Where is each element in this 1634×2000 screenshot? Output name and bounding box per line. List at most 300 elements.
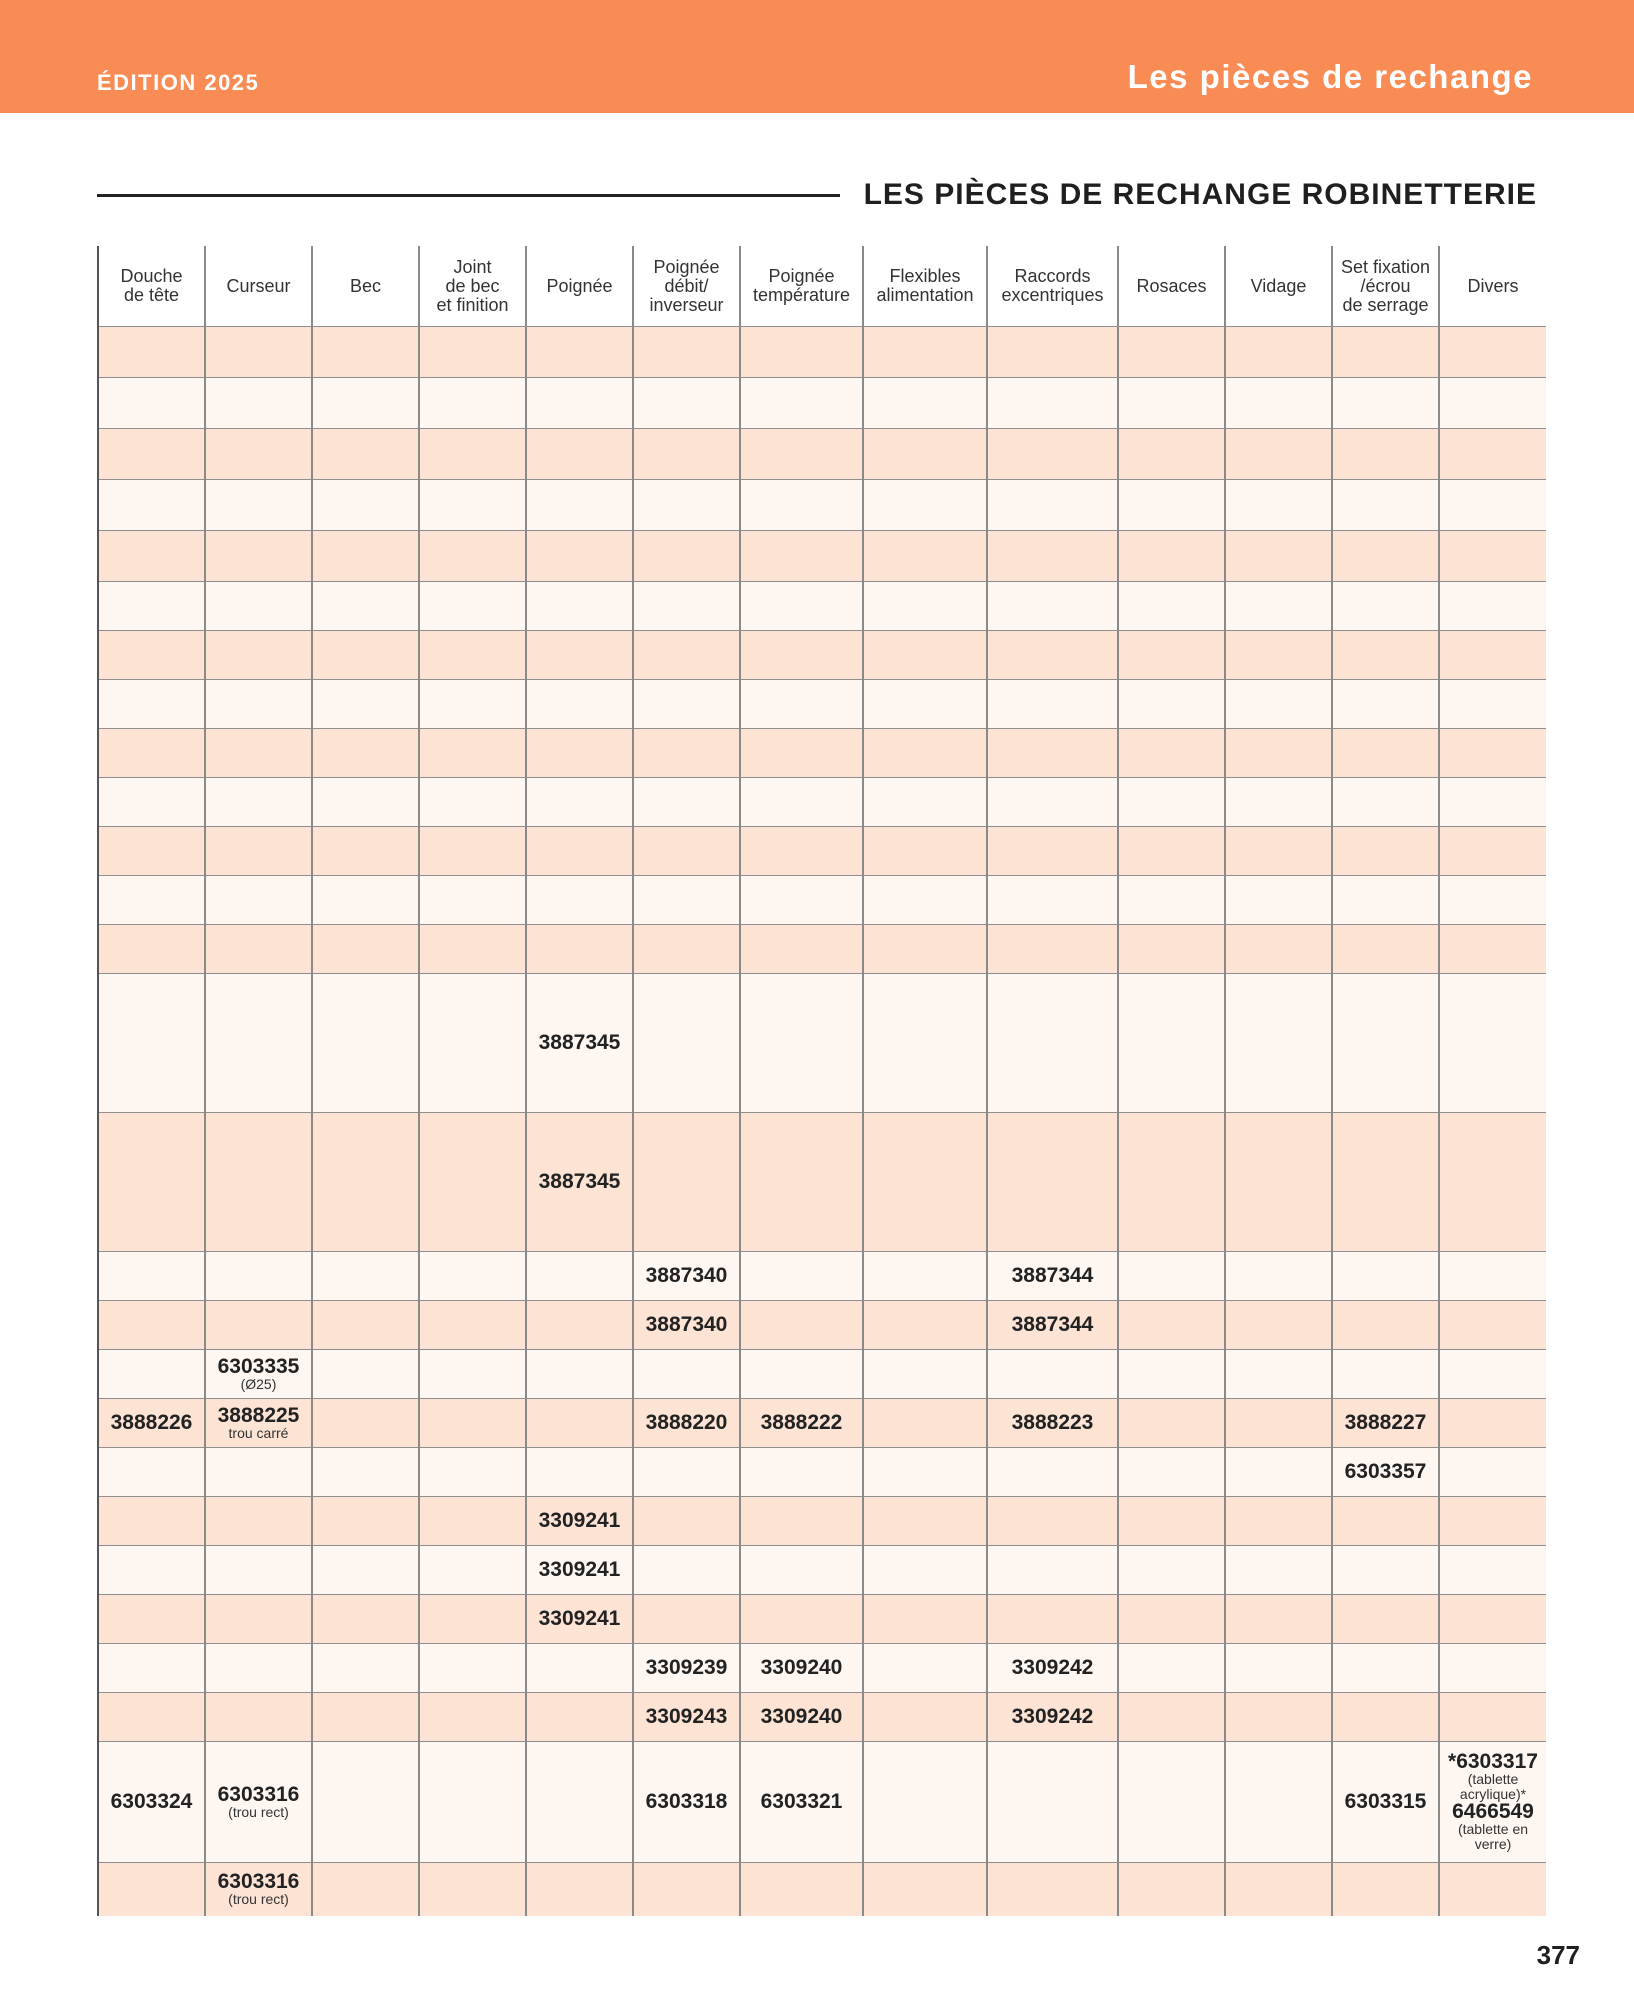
table-cell <box>1332 1742 1439 1863</box>
table-cell <box>419 1863 526 1916</box>
table-cell <box>1439 680 1546 729</box>
table-cell <box>526 925 633 974</box>
table-cell <box>1332 778 1439 827</box>
table-cell <box>1439 631 1546 680</box>
part-number: 3888223 <box>1011 1411 1094 1434</box>
table-cell <box>863 680 987 729</box>
table-cell <box>1332 429 1439 480</box>
table-cell <box>633 1863 740 1916</box>
table-cell <box>1225 1113 1332 1252</box>
table-cell <box>205 1252 312 1301</box>
table-cell <box>205 1399 312 1448</box>
table-cell <box>1439 827 1546 876</box>
table-cell <box>740 378 863 429</box>
table-cell <box>1332 974 1439 1113</box>
column-header: Vidage <box>1225 246 1332 327</box>
table-cell <box>1439 1252 1546 1301</box>
table-cell <box>633 327 740 378</box>
table-row <box>98 925 1546 974</box>
table-cell <box>987 1644 1118 1693</box>
table-cell <box>312 876 419 925</box>
table-row <box>98 1113 1546 1252</box>
part-number: 6303318 <box>645 1790 728 1813</box>
table-row <box>98 1742 1546 1863</box>
part-number: 3309241 <box>538 1607 621 1630</box>
table-cell <box>205 631 312 680</box>
table-cell <box>1439 1301 1546 1350</box>
table-cell <box>1332 1497 1439 1546</box>
table-cell <box>740 1497 863 1546</box>
table-cell <box>419 1301 526 1350</box>
table-cell <box>312 327 419 378</box>
table-cell <box>312 429 419 480</box>
part-note: (trou rect) <box>228 1803 289 1820</box>
table-cell <box>98 631 205 680</box>
table-cell <box>1439 429 1546 480</box>
table-cell <box>1332 1644 1439 1693</box>
table-cell <box>419 480 526 531</box>
column-header: Poignée débit/ inverseur <box>633 246 740 327</box>
table-cell <box>740 778 863 827</box>
table-cell <box>205 827 312 876</box>
table-cell <box>740 327 863 378</box>
table-row <box>98 1252 1546 1301</box>
table-cell <box>1439 1399 1546 1448</box>
table-cell <box>312 480 419 531</box>
table-cell <box>863 582 987 631</box>
table-cell <box>526 1863 633 1916</box>
table-row <box>98 1497 1546 1546</box>
table-cell <box>633 1742 740 1863</box>
table-cell <box>1225 1595 1332 1644</box>
table-cell <box>98 582 205 631</box>
table-cell <box>1439 1644 1546 1693</box>
table-cell <box>633 1448 740 1497</box>
table-cell <box>863 827 987 876</box>
table-cell <box>740 531 863 582</box>
table-cell <box>419 1644 526 1693</box>
table-cell <box>1118 1113 1225 1252</box>
part-number: 3309242 <box>1011 1656 1094 1679</box>
table-cell <box>205 1448 312 1497</box>
column-header: Rosaces <box>1118 246 1225 327</box>
table-cell <box>1439 1350 1546 1399</box>
table-cell <box>312 1252 419 1301</box>
table-cell <box>312 1448 419 1497</box>
column-header: Poignée <box>526 246 633 327</box>
table-cell <box>1225 1693 1332 1742</box>
table-row <box>98 827 1546 876</box>
table-cell <box>1225 1252 1332 1301</box>
table-cell <box>633 925 740 974</box>
table-cell <box>526 327 633 378</box>
table-cell <box>863 729 987 778</box>
table-cell <box>205 327 312 378</box>
table-cell <box>98 1742 205 1863</box>
table-cell <box>863 925 987 974</box>
part-number: 3887345 <box>538 1170 621 1193</box>
table-cell <box>205 1113 312 1252</box>
table-cell <box>633 1252 740 1301</box>
table-cell <box>98 1113 205 1252</box>
table-cell <box>205 1863 312 1916</box>
table-cell <box>1332 827 1439 876</box>
table-cell <box>419 1252 526 1301</box>
table-cell <box>312 1595 419 1644</box>
table-cell <box>98 531 205 582</box>
table-cell <box>1225 827 1332 876</box>
table-cell <box>1439 974 1546 1113</box>
table-cell <box>1225 1497 1332 1546</box>
table-cell <box>1332 582 1439 631</box>
table-cell <box>526 1595 633 1644</box>
table-cell <box>1332 1350 1439 1399</box>
table-cell <box>205 1350 312 1399</box>
table-cell <box>1225 729 1332 778</box>
part-number: 3887340 <box>645 1313 728 1336</box>
title-rule <box>97 194 840 197</box>
table-row <box>98 876 1546 925</box>
column-header: Raccords excentriques <box>987 246 1118 327</box>
column-header: Joint de bec et finition <box>419 246 526 327</box>
table-cell <box>1439 1742 1546 1863</box>
table-cell <box>312 680 419 729</box>
table-row <box>98 1350 1546 1399</box>
table-cell <box>312 974 419 1113</box>
table-cell <box>633 827 740 876</box>
table-cell <box>419 582 526 631</box>
table-cell <box>1118 1350 1225 1399</box>
table-cell <box>419 378 526 429</box>
table-cell <box>1118 1301 1225 1350</box>
table-cell <box>526 582 633 631</box>
table-cell <box>1332 1595 1439 1644</box>
table-cell <box>419 1497 526 1546</box>
table-cell <box>1439 582 1546 631</box>
table-cell <box>98 778 205 827</box>
table-cell <box>419 925 526 974</box>
table-cell <box>526 531 633 582</box>
table-cell <box>1439 327 1546 378</box>
table-cell <box>633 1113 740 1252</box>
table-cell <box>526 378 633 429</box>
table-cell <box>419 429 526 480</box>
table-header-row <box>98 246 1546 327</box>
table-cell <box>987 1497 1118 1546</box>
table-cell <box>205 1301 312 1350</box>
table-cell <box>98 1644 205 1693</box>
column-header: Curseur <box>205 246 312 327</box>
part-number: 3309243 <box>645 1705 728 1728</box>
table-row <box>98 531 1546 582</box>
table-cell <box>419 1742 526 1863</box>
table-cell <box>863 974 987 1113</box>
table-cell <box>312 631 419 680</box>
table-cell <box>526 1399 633 1448</box>
table-cell <box>1439 378 1546 429</box>
table-cell <box>987 974 1118 1113</box>
table-cell <box>1118 1252 1225 1301</box>
table-cell <box>740 1448 863 1497</box>
table-cell <box>863 1252 987 1301</box>
table-row <box>98 1644 1546 1693</box>
column-header: Divers <box>1439 246 1546 327</box>
part-note: (tablette en verre) <box>1457 1821 1529 1852</box>
table-cell <box>740 876 863 925</box>
column-header: Douche de tête <box>98 246 205 327</box>
part-number: 6303316 <box>217 1869 300 1893</box>
table-cell <box>863 327 987 378</box>
table-cell <box>1332 1863 1439 1916</box>
table-cell <box>863 429 987 480</box>
table-cell <box>987 1252 1118 1301</box>
table-cell <box>740 1693 863 1742</box>
table-cell <box>312 729 419 778</box>
part-number: 6303357 <box>1344 1460 1427 1483</box>
table-cell <box>987 1595 1118 1644</box>
table-cell <box>526 974 633 1113</box>
table-cell <box>98 327 205 378</box>
part-number: 6303316 <box>217 1782 300 1806</box>
table-cell <box>1225 925 1332 974</box>
table-cell <box>205 680 312 729</box>
table-cell <box>1118 729 1225 778</box>
table-cell <box>863 378 987 429</box>
table-cell <box>526 1497 633 1546</box>
part-number: 6303315 <box>1344 1790 1427 1813</box>
table-cell <box>633 1693 740 1742</box>
table-cell <box>740 1595 863 1644</box>
table-cell <box>98 680 205 729</box>
table-row <box>98 778 1546 827</box>
table-cell <box>1332 1252 1439 1301</box>
table-cell <box>1332 925 1439 974</box>
table-cell <box>205 1546 312 1595</box>
table-row <box>98 974 1546 1113</box>
part-number: 3309240 <box>760 1705 843 1728</box>
table-cell <box>987 631 1118 680</box>
table-cell <box>863 778 987 827</box>
table-cell <box>205 1644 312 1693</box>
table-cell <box>1118 778 1225 827</box>
table-cell <box>312 1644 419 1693</box>
table-cell <box>419 1546 526 1595</box>
table-cell <box>312 378 419 429</box>
table-cell <box>740 1399 863 1448</box>
table-cell <box>419 729 526 778</box>
table-row <box>98 1693 1546 1742</box>
part-note: (tablette acrylique)* <box>1459 1771 1527 1802</box>
part-number: 3888227 <box>1344 1411 1427 1434</box>
table-cell <box>1439 1448 1546 1497</box>
table-cell <box>740 480 863 531</box>
table-cell <box>98 1350 205 1399</box>
table-cell <box>419 327 526 378</box>
table-cell <box>740 582 863 631</box>
table-cell <box>1332 729 1439 778</box>
table-cell <box>98 480 205 531</box>
table-cell <box>740 1350 863 1399</box>
table-cell <box>312 1350 419 1399</box>
table-cell <box>633 974 740 1113</box>
table-cell <box>740 1113 863 1252</box>
table-row <box>98 429 1546 480</box>
part-note: trou carré <box>228 1424 289 1441</box>
table-cell <box>312 827 419 876</box>
table-cell <box>987 1350 1118 1399</box>
table-cell <box>205 1693 312 1742</box>
table-cell <box>987 729 1118 778</box>
table-cell <box>419 1448 526 1497</box>
table-cell <box>1439 1546 1546 1595</box>
table-cell <box>98 1448 205 1497</box>
table-cell <box>1439 1497 1546 1546</box>
table-cell <box>1225 1863 1332 1916</box>
part-number: 3887345 <box>538 1031 621 1054</box>
part-number: *6303317 <box>1448 1750 1538 1773</box>
table-row <box>98 1448 1546 1497</box>
table-cell <box>863 1448 987 1497</box>
table-cell <box>633 876 740 925</box>
table-cell <box>987 327 1118 378</box>
table-cell <box>1118 480 1225 531</box>
table-cell <box>863 1693 987 1742</box>
table-cell <box>1118 827 1225 876</box>
table-cell <box>1439 1595 1546 1644</box>
table-cell <box>740 925 863 974</box>
table-cell <box>1439 778 1546 827</box>
table-cell <box>633 1644 740 1693</box>
table-cell <box>1118 1448 1225 1497</box>
table-cell <box>633 631 740 680</box>
table-cell <box>1439 876 1546 925</box>
table-cell <box>1332 1693 1439 1742</box>
table-cell <box>526 1742 633 1863</box>
table-cell <box>312 1399 419 1448</box>
table-cell <box>1118 1546 1225 1595</box>
table-cell <box>419 531 526 582</box>
table-cell <box>1118 1863 1225 1916</box>
table-cell <box>987 1113 1118 1252</box>
table-cell <box>863 1301 987 1350</box>
part-number: 6303324 <box>110 1790 193 1813</box>
table-cell <box>1439 729 1546 778</box>
table-cell <box>419 1113 526 1252</box>
table-cell <box>987 778 1118 827</box>
table-cell <box>863 1863 987 1916</box>
part-number: 3888226 <box>110 1411 193 1434</box>
part-number: 3887340 <box>645 1264 728 1287</box>
table-cell <box>419 974 526 1113</box>
table-cell <box>1118 631 1225 680</box>
table-cell <box>987 1546 1118 1595</box>
part-number: 3309241 <box>538 1509 621 1532</box>
table-cell <box>1332 876 1439 925</box>
table-cell <box>633 480 740 531</box>
table-cell <box>1225 974 1332 1113</box>
table-cell <box>1225 631 1332 680</box>
table-cell <box>1439 1113 1546 1252</box>
table-cell <box>526 778 633 827</box>
table-cell <box>419 827 526 876</box>
table-row <box>98 631 1546 680</box>
table-cell <box>98 729 205 778</box>
table-cell <box>312 778 419 827</box>
table-row <box>98 680 1546 729</box>
table-cell <box>419 1595 526 1644</box>
table-cell <box>863 1595 987 1644</box>
table-cell <box>1118 1497 1225 1546</box>
table-cell <box>312 531 419 582</box>
table-cell <box>987 925 1118 974</box>
table-cell <box>205 729 312 778</box>
table-cell <box>1118 974 1225 1113</box>
table-cell <box>740 631 863 680</box>
table-cell <box>633 429 740 480</box>
table-cell <box>633 531 740 582</box>
edition-label: ÉDITION 2025 <box>97 70 260 95</box>
table-cell <box>1225 1350 1332 1399</box>
table-cell <box>312 1863 419 1916</box>
table-cell <box>633 378 740 429</box>
table-cell <box>633 680 740 729</box>
part-number: 6303321 <box>760 1790 843 1813</box>
table-cell <box>863 1742 987 1863</box>
table-cell <box>987 480 1118 531</box>
part-number: 3888225 <box>217 1403 300 1427</box>
table-cell <box>526 631 633 680</box>
table-cell <box>205 1742 312 1863</box>
table-cell <box>419 680 526 729</box>
table-cell <box>1225 1742 1332 1863</box>
table-cell <box>98 876 205 925</box>
table-cell <box>1439 1863 1546 1916</box>
table-cell <box>98 1252 205 1301</box>
column-header: Bec <box>312 246 419 327</box>
table-cell <box>1332 531 1439 582</box>
part-number: 6303335 <box>217 1354 300 1378</box>
table-row <box>98 582 1546 631</box>
table-cell <box>526 729 633 778</box>
table-cell <box>1118 876 1225 925</box>
table-row <box>98 1546 1546 1595</box>
table-cell <box>1225 429 1332 480</box>
table-cell <box>205 582 312 631</box>
table-cell <box>1118 429 1225 480</box>
table-cell <box>740 429 863 480</box>
part-number: 3309241 <box>538 1558 621 1581</box>
table-cell <box>740 680 863 729</box>
table-cell <box>526 1350 633 1399</box>
table-row <box>98 1399 1546 1448</box>
table-cell <box>312 1546 419 1595</box>
table-cell <box>863 631 987 680</box>
table-cell <box>987 1399 1118 1448</box>
table-cell <box>987 876 1118 925</box>
table-cell <box>740 1546 863 1595</box>
table-cell <box>1118 327 1225 378</box>
table-cell <box>526 876 633 925</box>
table-cell <box>633 1497 740 1546</box>
table-cell <box>740 729 863 778</box>
table-cell <box>740 1644 863 1693</box>
table-cell <box>1439 480 1546 531</box>
table-cell <box>526 1644 633 1693</box>
column-header: Poignée température <box>740 246 863 327</box>
table-cell <box>312 1113 419 1252</box>
table-cell <box>312 1742 419 1863</box>
table-row <box>98 327 1546 378</box>
